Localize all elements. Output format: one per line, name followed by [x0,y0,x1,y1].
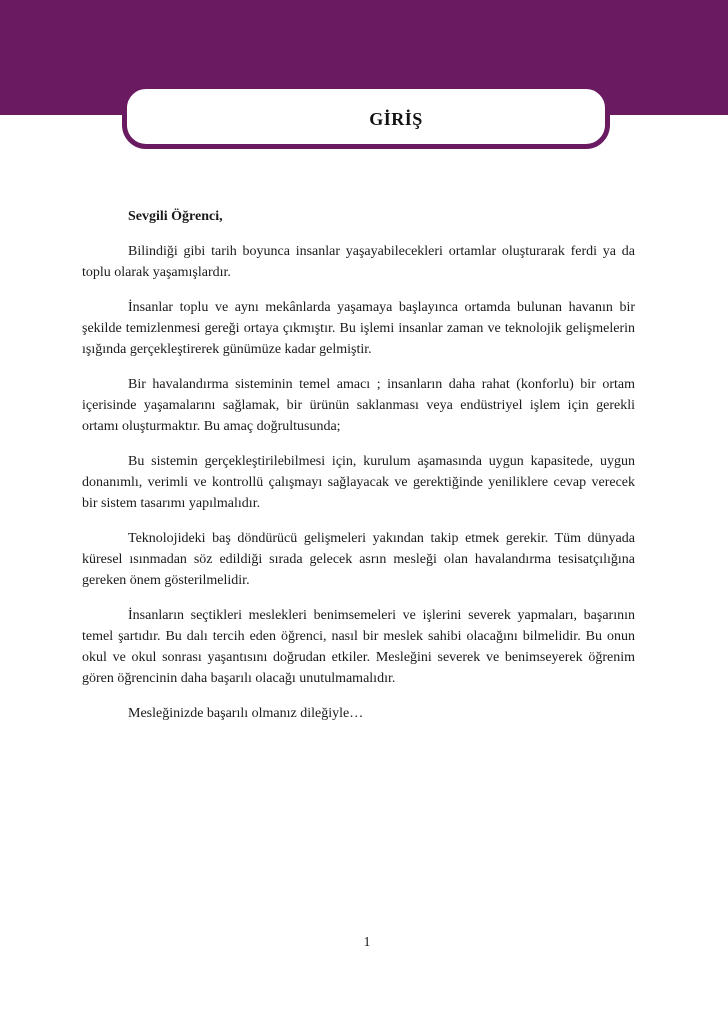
document-body [82,206,635,738]
title-box [122,84,610,149]
paragraph: İnsanlar toplu ve aynı mekânlarda yaşamaya başlayınca ortamda bulunan havanın bir şekilde temizlenmesi gereği ortaya çıkmıştır. Bu işlemi insanlar zaman ve teknolojik gelişmelerin ışığında gerçekleştirerek günümüze kadar gelmiştir. [82,300,635,357]
paragraph: Teknolojideki baş döndürücü gelişmeleri yakından takip etmek gerekir. Tüm dünyada küresel ısınmadan söz edildiği sırada gelecek asrın mesleği olan havalandırma tesisatçılığına gereken önem gösterilmelidir. [82,531,635,588]
paragraph: Bilindiği gibi tarih boyunca insanlar yaşayabilecekleri ortamlar oluşturarak ferdi ya da toplu olarak yaşamışlardır. [82,244,635,280]
salutation: Sevgili Öğrenci, [128,209,223,224]
paragraph: İnsanların seçtikleri meslekleri benimsemeleri ve işlerini severek yapmaları, başarının temel şartıdır. Bu dalı tercih eden öğrenci, nasıl bir meslek sahibi olacağını bilmelidir. Bu onun okul ve okul sonrası yaşantısını doğrudan etkiler. Mesleğini severek ve benimseyerek öğrenim gören öğrencinin daha başarılı olacağı unutulmamalıdır. [82,608,635,686]
paragraph: Bir havalandırma sisteminin temel amacı ; insanların daha rahat (konforlu) bir ortam içerisinde yaşamalarını sağlamak, bir ürünün saklanması veya endüstriyel işlem için gerekli ortamı oluşturmaktır. Bu amaç doğrultusunda; [82,377,635,434]
closing-line: Mesleğinizde başarılı olmanız dileğiyle… [128,706,364,721]
page-title: GİRİŞ [369,109,423,129]
page-number: 1 [363,935,371,950]
paragraph: Bu sistemin gerçekleştirilebilmesi için, kurulum aşamasında uygun kapasitede, uygun donanımlı, verimli ve kontrollü çalışmayı sağlayacak ve gerektiğinde yeniliklere cevap verecek bir sistem tasarımı yapılmalıdır. [82,454,635,511]
